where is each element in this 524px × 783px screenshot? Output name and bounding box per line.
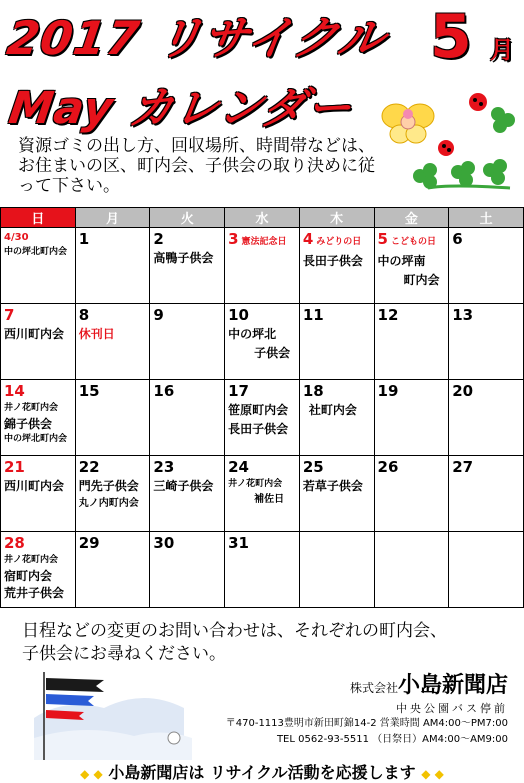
event-label: 子供会 [254,346,291,360]
day-number: 19 [377,382,399,400]
day-cell [150,304,225,380]
day-number: 5 [377,230,388,248]
butterfly-icon [382,104,434,143]
day-cell [374,304,449,380]
footer-note-line-1: 日程などの変更のお問い合わせは、それぞれの町内会、 [22,621,447,641]
event-label: 長田子供会 [228,422,289,436]
day-cell [1,532,76,608]
ladybug-icon [469,93,487,111]
day-cell [449,456,524,532]
day-cell [1,456,76,532]
day-number: 31 [228,534,249,552]
day-number: 20 [452,382,474,400]
day-cell [299,380,374,456]
event-label: 社町内会 [308,403,357,417]
day-cell-empty [449,532,524,608]
day-number: 29 [78,534,100,552]
weekday-fri: 金 [374,208,449,228]
company-name: 小島新聞店 [397,673,508,698]
day-number: 30 [153,534,175,552]
footer-note [22,620,447,666]
day-number: 23 [153,458,175,476]
day-cell [225,456,300,532]
event-label: 高鴨子供会 [153,251,214,265]
slogan-text: 小島新聞店は リサイクル活動を応援します [108,763,416,782]
day-number: 18 [302,382,324,400]
week-row [1,532,524,608]
event-label: 中の坪北 [228,327,277,341]
day-cell [75,304,150,380]
month-number: 5 [430,2,472,72]
weekday-mon: 月 [75,208,150,228]
day-cell [1,228,76,304]
day-number: 10 [228,306,249,324]
weekday-header-row [1,208,524,228]
company-block [349,668,508,715]
carp-streamer-illustration [34,668,192,760]
calendar-table [0,207,524,608]
event-label: 宿町内会 [4,569,53,583]
week-row [1,456,524,532]
day-cell [1,304,76,380]
day-number: 14 [4,382,25,400]
holiday-label: 憲法記念日 [241,237,287,247]
event-label: 若草子供会 [302,479,363,493]
company-address: 〒470-1113豊明市新田町錦14-2 営業時間 AM4:00〜PM7:00 [225,718,508,729]
day-number: 3 [228,230,239,248]
cat-icon [168,732,180,744]
holiday-label: こどもの日 [390,237,436,247]
footer-note-line-2: 子供会にお尋ねください。 [22,644,226,664]
day-number: 2 [153,230,164,248]
day-number: 13 [452,306,474,324]
event-label: 中の坪北町内会 [4,247,68,257]
weekday-tue: 火 [150,208,225,228]
holiday-label: みどりの日 [316,237,362,247]
day-cell [299,304,374,380]
event-label: 門先子供会 [78,479,139,493]
month-unit: 月 [490,36,514,64]
day-number: 9 [153,306,164,324]
day-number: 28 [4,534,25,552]
day-number: 22 [78,458,100,476]
day-number: 27 [452,458,474,476]
day-cell [299,228,374,304]
day-cell [150,380,225,456]
day-cell [1,380,76,456]
day-cell [225,380,300,456]
slogan-line [0,760,524,783]
day-number: 4 [302,230,314,248]
week-row [1,380,524,456]
day-number: 11 [302,306,324,324]
day-cell [75,456,150,532]
day-number: 4/30 [4,232,29,243]
day-number: 8 [78,306,90,324]
day-cell-empty [299,532,374,608]
day-cell [225,304,300,380]
day-number: 24 [228,458,249,476]
day-cell [75,532,150,608]
day-cell [75,380,150,456]
event-label: 西川町内会 [4,479,65,493]
day-number: 6 [452,230,463,248]
event-label: 町内会 [403,273,440,287]
day-cell [150,228,225,304]
day-number: 21 [4,458,25,476]
day-cell [449,380,524,456]
day-cell [449,228,524,304]
day-cell [449,304,524,380]
event-label: 三崎子供会 [153,479,214,493]
day-number: 26 [377,458,399,476]
day-cell [299,456,374,532]
weekday-thu: 木 [299,208,374,228]
event-label: 井ノ花町内会 [228,479,283,489]
event-label: 丸ノ内町内会 [78,498,139,509]
day-cell [150,532,225,608]
event-label: 長田子供会 [302,254,363,268]
day-cell-empty [374,532,449,608]
title-top: 2017 リサイクル [3,11,389,65]
week-row [1,228,524,304]
title-bottom: May カレンダー [5,83,356,134]
day-number: 17 [228,382,249,400]
weekday-sun: 日 [1,208,76,228]
company-location: 中央公園バス停前 [396,702,508,715]
event-label: 井ノ花町内会 [4,555,59,565]
event-label: 中の坪北町内会 [4,434,68,444]
day-cell [150,456,225,532]
day-cell [374,228,449,304]
company-phone: TEL 0562-93-5511 （日祭日）AM4:00〜AM9:00 [276,734,508,745]
day-cell [374,380,449,456]
week-row [1,304,524,380]
day-number: 15 [78,382,100,400]
day-cell [225,228,300,304]
event-label: 補佐日 [254,494,285,505]
diamond-icon: ◆ ◆ [421,767,444,781]
day-number: 25 [302,458,324,476]
day-number: 12 [377,306,399,324]
event-label: 荒井子供会 [4,586,65,600]
weekday-sat: 土 [449,208,524,228]
butterfly-clover-illustration [380,88,520,198]
day-cell [225,532,300,608]
day-number: 16 [153,382,175,400]
day-cell [374,456,449,532]
company-contact [226,716,508,748]
day-number: 7 [4,306,15,324]
event-label: 西川町内会 [4,327,65,341]
event-label: 錦子供会 [4,417,53,431]
event-label: 休刊日 [78,327,115,341]
day-number: 1 [78,230,90,248]
event-label: 中の坪南 [377,254,426,268]
event-label: 笹原町内会 [228,403,289,417]
ladybug-icon-2 [438,140,454,156]
company-prefix: 株式会社 [349,681,398,695]
day-cell [75,228,150,304]
intro-text: 資源ゴミの出し方、回収場所、時間帯などは、お住まいの区、町内会、子供会の取り決めに従って下さい。 [18,136,375,196]
event-label: 井ノ花町内会 [4,403,59,413]
diamond-icon: ◆ ◆ [80,767,103,781]
weekday-wed: 水 [225,208,300,228]
